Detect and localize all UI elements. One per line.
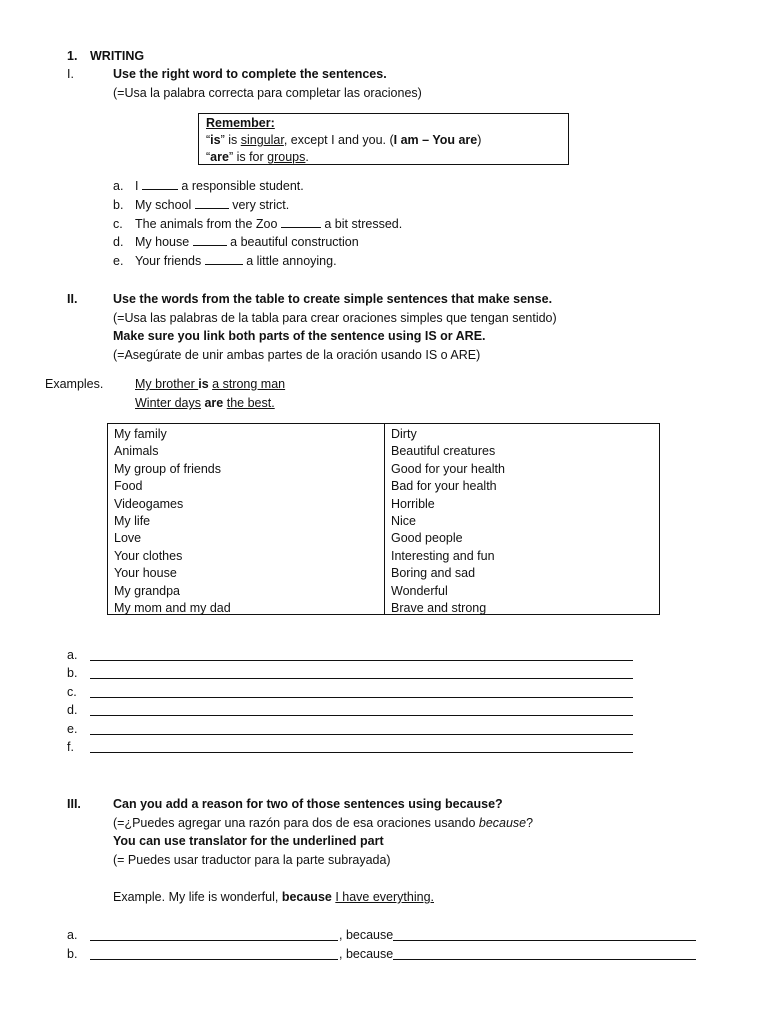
table-cell: Love — [114, 531, 142, 546]
answer-letter: f. — [67, 740, 74, 754]
section1-translation: (=Usa la palabra correcta para completar las oraciones) — [113, 86, 422, 100]
table-cell: Wonderful — [391, 583, 448, 598]
answer-line[interactable] — [90, 684, 633, 698]
answer-blank[interactable] — [193, 234, 227, 246]
section2-instruction: Use the words from the table to create simple sentences that make sense. — [113, 292, 553, 306]
table-cell: Interesting and fun — [391, 548, 495, 563]
answer-line-reason[interactable] — [393, 927, 696, 941]
section3-example: Example. My life is wonderful, because I have everything. — [113, 890, 434, 904]
table-cell: Nice — [391, 514, 417, 529]
answer-blank[interactable] — [281, 216, 321, 228]
table-cell: My family — [114, 427, 167, 441]
section2-instruction2: Make sure you link both parts of the sentence using IS or ARE. — [113, 329, 486, 343]
section2-translation1: (=Usa las palabras de la tabla para crear oraciones simples que tengan sentido) — [113, 311, 557, 325]
section3-instruction2: You can use translator for the underlined part — [113, 834, 384, 848]
remember-box — [198, 113, 569, 165]
answer-blank[interactable] — [142, 178, 178, 190]
section3-numeral: III. — [67, 797, 81, 811]
answer-line-first-part[interactable] — [90, 927, 338, 941]
list-item: I a responsible student. — [135, 179, 304, 193]
table-cell: Dirty — [391, 427, 417, 441]
section2-numeral: II. — [67, 292, 78, 306]
answer-letter: a. — [67, 648, 78, 662]
heading-number: 1. — [67, 49, 78, 63]
table-cell: Good people — [391, 531, 463, 546]
remember-line-are: “are” is for groups. — [206, 150, 309, 164]
heading-title: WRITING — [90, 49, 145, 63]
item-letter: b. — [113, 198, 124, 212]
answer-line-reason[interactable] — [393, 946, 696, 960]
answer-line[interactable] — [90, 721, 633, 735]
section1-instruction: Use the right word to complete the sentences. — [113, 67, 387, 81]
answer-letter: b. — [67, 947, 78, 961]
example-sentence-1: My brother is a strong man — [135, 377, 286, 391]
answer-blank[interactable] — [205, 253, 243, 265]
section2-translation2: (=Asegúrate de unir ambas partes de la oración usando IS o ARE) — [113, 348, 481, 362]
table-cell: My life — [114, 514, 151, 529]
section3-instruction: Can you add a reason for two of those sentences using because? — [113, 797, 503, 811]
table-cell: My grandpa — [114, 583, 181, 598]
answer-letter: d. — [67, 703, 78, 717]
table-cell: My group of friends — [114, 461, 221, 476]
answer-blank[interactable] — [195, 197, 229, 209]
section1-numeral: I. — [67, 67, 74, 81]
remember-line-is: “is” is singular, except I and you. (I am – You are) — [206, 133, 482, 147]
table-cell: Horrible — [391, 496, 435, 511]
answer-letter: c. — [67, 685, 77, 699]
table-cell: Videogames — [114, 496, 184, 511]
answer-line[interactable] — [90, 665, 633, 679]
item-letter: d. — [113, 235, 124, 249]
list-item: The animals from the Zoo a bit stressed. — [135, 217, 403, 231]
table-cell: Beautiful creatures — [391, 444, 496, 459]
section3-translation2: (= Puedes usar traductor para la parte subrayada) — [113, 853, 391, 867]
answer-line[interactable] — [90, 702, 633, 716]
table-cell: Your house — [114, 566, 177, 581]
answer-letter: e. — [67, 722, 78, 736]
example-sentence-2: Winter days are the best. — [135, 396, 275, 410]
list-item: Your friends a little annoying. — [135, 254, 337, 268]
predicates-column — [385, 424, 659, 614]
answer-letter: a. — [67, 928, 78, 942]
table-cell: Food — [114, 479, 143, 494]
answer-letter: b. — [67, 666, 78, 680]
remember-title: Remember: — [206, 116, 275, 130]
item-letter: e. — [113, 254, 124, 268]
answer-line[interactable] — [90, 647, 633, 661]
word-table — [107, 423, 660, 615]
because-connector: , because — [339, 947, 394, 961]
subjects-column — [108, 424, 385, 614]
item-letter: c. — [113, 217, 123, 231]
table-cell: Your clothes — [114, 548, 183, 563]
table-cell: Good for your health — [391, 461, 505, 476]
table-cell: Brave and strong — [391, 601, 487, 616]
examples-label: Examples. — [45, 377, 104, 391]
list-item: My house a beautiful construction — [135, 235, 359, 249]
table-cell: Boring and sad — [391, 566, 476, 581]
table-cell: My mom and my dad — [114, 601, 231, 616]
table-cell: Bad for your health — [391, 479, 497, 494]
item-letter: a. — [113, 179, 124, 193]
list-item: My school very strict. — [135, 198, 290, 212]
because-connector: , because — [339, 928, 394, 942]
answer-line-first-part[interactable] — [90, 946, 338, 960]
table-cell: Animals — [114, 444, 159, 459]
answer-line[interactable] — [90, 739, 633, 753]
section3-translation1: (=¿Puedes agregar una razón para dos de esa oraciones usando because? — [113, 816, 534, 830]
